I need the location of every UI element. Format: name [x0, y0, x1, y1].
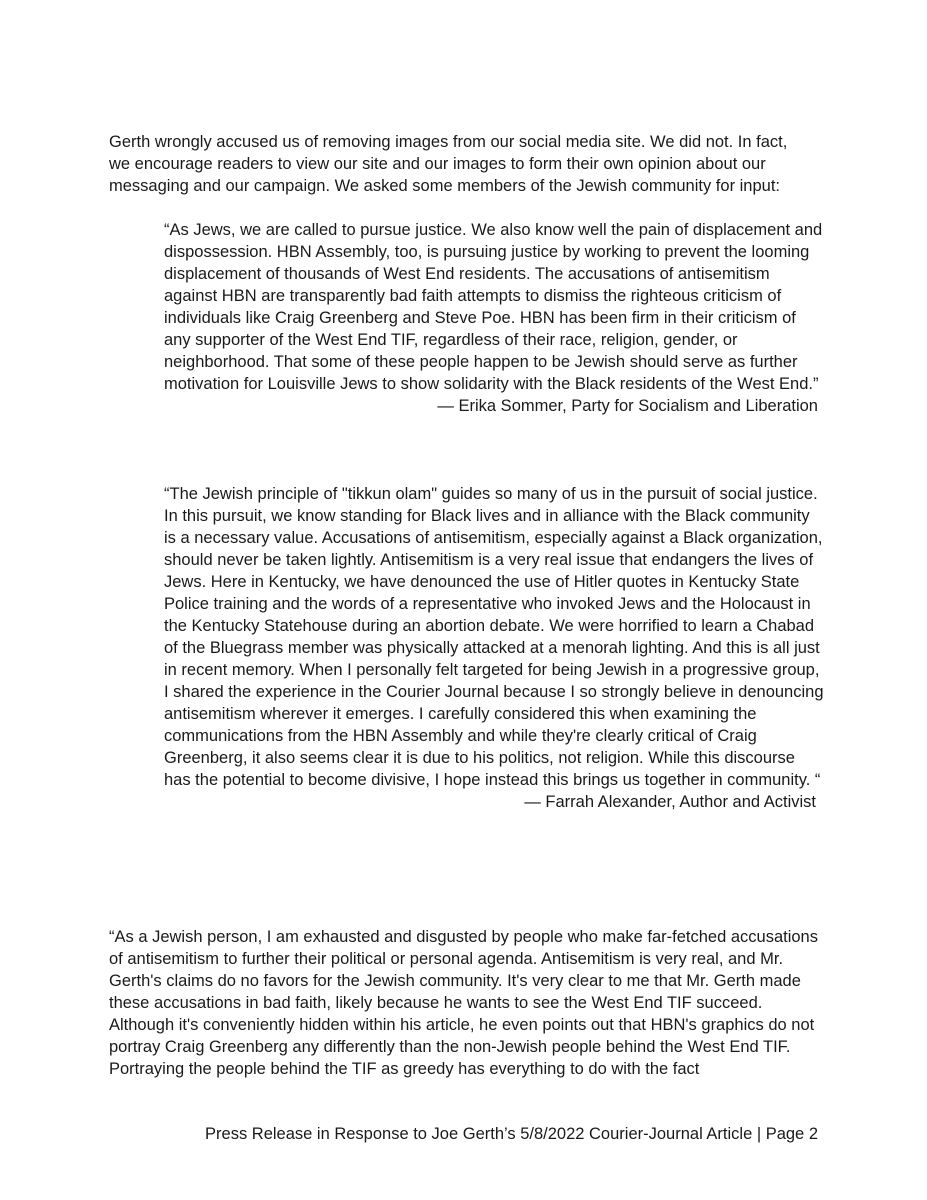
quote-paragraph-continued: “As a Jewish person, I am exhausted and disgusted by people who make far-fetched accusations of antisemitism to further their political or personal agenda. Antisemitism is very real, and Mr. Gerth's claims do no favors for the Jewish community. It's very clear to me that Mr. Gerth made these accusations in bad faith, likely because he wants to see the West End TIF succeed. Although it's conveniently hidden within his article, he even points out that HBN's graphics do not portray Craig Greenberg any differently than the non-Jewish people behind the West End TIF. Portraying the people behind the TIF as greedy has everything to do with the fact	[109, 928, 818, 1078]
intro-paragraph: Gerth wrongly accused us of removing images from our social media site. We did not. In fact, we encourage readers to view our site and our images to form their own opinion about our messaging and our campaign. We asked some members of the Jewish community for input:	[109, 133, 788, 195]
quote-attribution: — Farrah Alexander, Author and Activist	[524, 793, 816, 811]
quote-block-sommer	[164, 219, 824, 417]
quote-block-alexander	[164, 483, 824, 813]
page-footer: Press Release in Response to Joe Gerth’s 5/8/2022 Courier-Journal Article | Page 2	[205, 1125, 818, 1143]
quote-text: “As Jews, we are called to pursue justice. We also know well the pain of displacement and dispossession. HBN Assembly, too, is pursuing justice by working to prevent the looming displacement of thousands of West End residents. The accusations of antisemitism against HBN are transparently bad faith attempts to dismiss the righteous criticism of individuals like Craig Greenberg and Steve Poe. HBN has been firm in their criticism of any supporter of the West End TIF, regardless of their race, religion, gender, or neighborhood. That some of these people happen to be Jewish should serve as further motivation for Louisville Jews to show solidarity with the Black residents of the West End.”	[164, 221, 823, 393]
quote-text: “The Jewish principle of "tikkun olam" guides so many of us in the pursuit of social justice. In this pursuit, we know standing for Black lives and in alliance with the Black community is a necessary value. Accusations of antisemitism, especially against a Black organization, should never be taken lightly. Antisemitism is a very real issue that endangers the lives of Jews. Here in Kentucky, we have denounced the use of Hitler quotes in Kentucky State Police training and the words of a representative who invoked Jews and the Holocaust in the Kentucky Statehouse during an abortion debate. We were horrified to learn a Chabad of the Bluegrass member was physically attacked at a menorah lighting. And this is all just in recent memory. When I personally felt targeted for being Jewish in a progressive group, I shared the experience in the Courier Journal because I so strongly believe in denouncing antisemitism wherever it emerges. I carefully considered this when examining the communications from the HBN Assembly and while they're clearly critical of Craig Greenberg, it also seems clear it is due to his politics, not religion. While this discourse has the potential to become divisive, I hope instead this brings us together in community. “	[164, 485, 824, 789]
quote-attribution: — Erika Sommer, Party for Socialism and Liberation	[437, 397, 818, 415]
